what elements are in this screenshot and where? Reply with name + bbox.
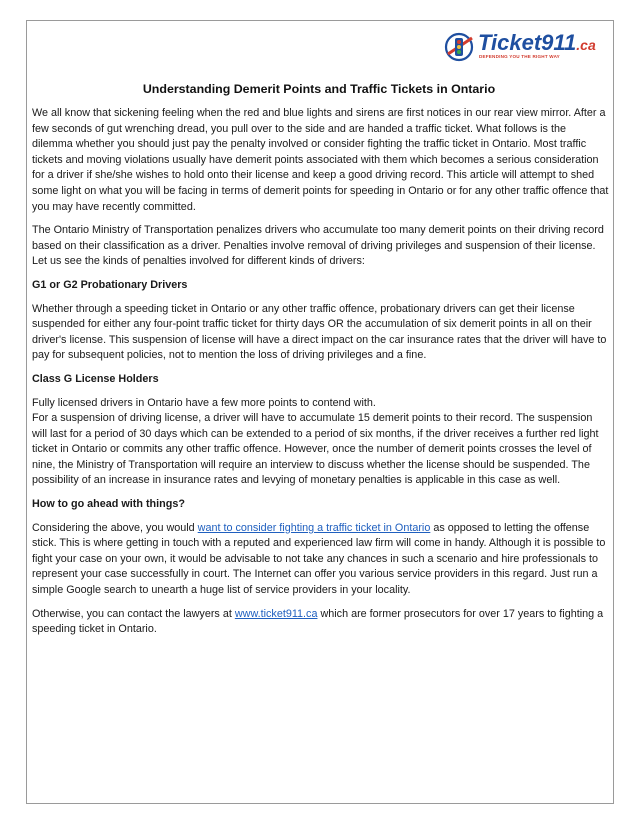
paragraph-intro: We all know that sickening feeling when the red and blue lights and sirens are first notices in our rear view mirror. After a few seconds of gut wrenching dread, you pull over to the side and are handed a traffic ticket. What follows is the dilemma whether you should just pay the penalty involved or consider fighting the traffic ticket in Ontario. Most traffic tickets and moving violations usually have demerit points associated with them which becomes a serious consideration for a driver if she/she wishes to hold onto their license and keep a good driving record. This article will attempt to shed some light on what you will be facing in terms of demerit points for speeding in Ontario or for any other traffic offence that you may have recently committed. <box>32 107 609 213</box>
document-body <box>32 106 609 646</box>
paragraph-ministry: The Ontario Ministry of Transportation penalizes drivers who accumulate too many demerit points on their driving record based on their classification as a driver. Penalties involve removal of driving privileges and suspension of their license. Let us see the kinds of penalties involved for different kinds of drivers: <box>32 224 604 268</box>
traffic-light-logo-icon <box>444 30 478 64</box>
paragraph-contact: Otherwise, you can contact the lawyers at www.ticket911.ca which are former prosecutors for over 17 years to fighting a speeding ticket in Ontario. <box>32 607 604 636</box>
heading-probationary: G1 or G2 Probationary Drivers <box>32 278 188 291</box>
ticket911-website-link[interactable]: www.ticket911.ca <box>234 607 318 620</box>
ticket911-logo[interactable] <box>444 30 604 64</box>
logo-wordmark: Ticket911.ca <box>478 30 596 55</box>
logo-tagline: DEFENDING YOU THE RIGHT WAY <box>479 54 560 59</box>
document-title: Understanding Demerit Points and Traffic Tickets in Ontario <box>142 82 496 96</box>
fight-ticket-link[interactable]: want to consider fighting a traffic ticket in Ontario <box>197 521 431 534</box>
paragraph-class-g: Fully licensed drivers in Ontario have a few more points to contend with. For a suspension of driving license, a driver will have to accumulate 15 demerit points to their record. The suspension will last for a period of 30 days which can be extended to a period of six months, if the driver receives a further red light ticket in Ontario or commits any other traffic offence. However, once the number of demerit points crosses the level of nine, the Ministry of Transportation will require an interview to discuss whether the license should be suspended. The possibility of an increase in insurance rates and levying of monetary penalties is applicable in this case as well. <box>32 396 599 487</box>
heading-class-g: Class G License Holders <box>32 372 159 385</box>
paragraph-how-to: Considering the above, you would want to consider fighting a traffic ticket in Ontario as opposed to letting the offense stick. This is where getting in touch with a reputed and experienced law firm will come in handy. Although it is possible to fight your case on your own, it would be advisable to not take any chances in such a scenario and hire professionals to represent your case successfully in court. The Internet can offer you various service providers in this regard. Just run a simple Google search to unearth a huge list of service providers in your locality. <box>32 521 606 597</box>
heading-how-to: How to go ahead with things? <box>32 498 185 511</box>
paragraph-probationary: Whether through a speeding ticket in Ontario or any other traffic offence, probationary drivers can get their license suspended for either any four-point traffic ticket for thirty days OR the accumulation of six demerit points in all on their driver's license. This suspension of license will have a direct impact on the car insurance rates that the driver will have to pay for subsequent policies, not to mention the loss of driving privileges and a fine. <box>32 302 607 362</box>
